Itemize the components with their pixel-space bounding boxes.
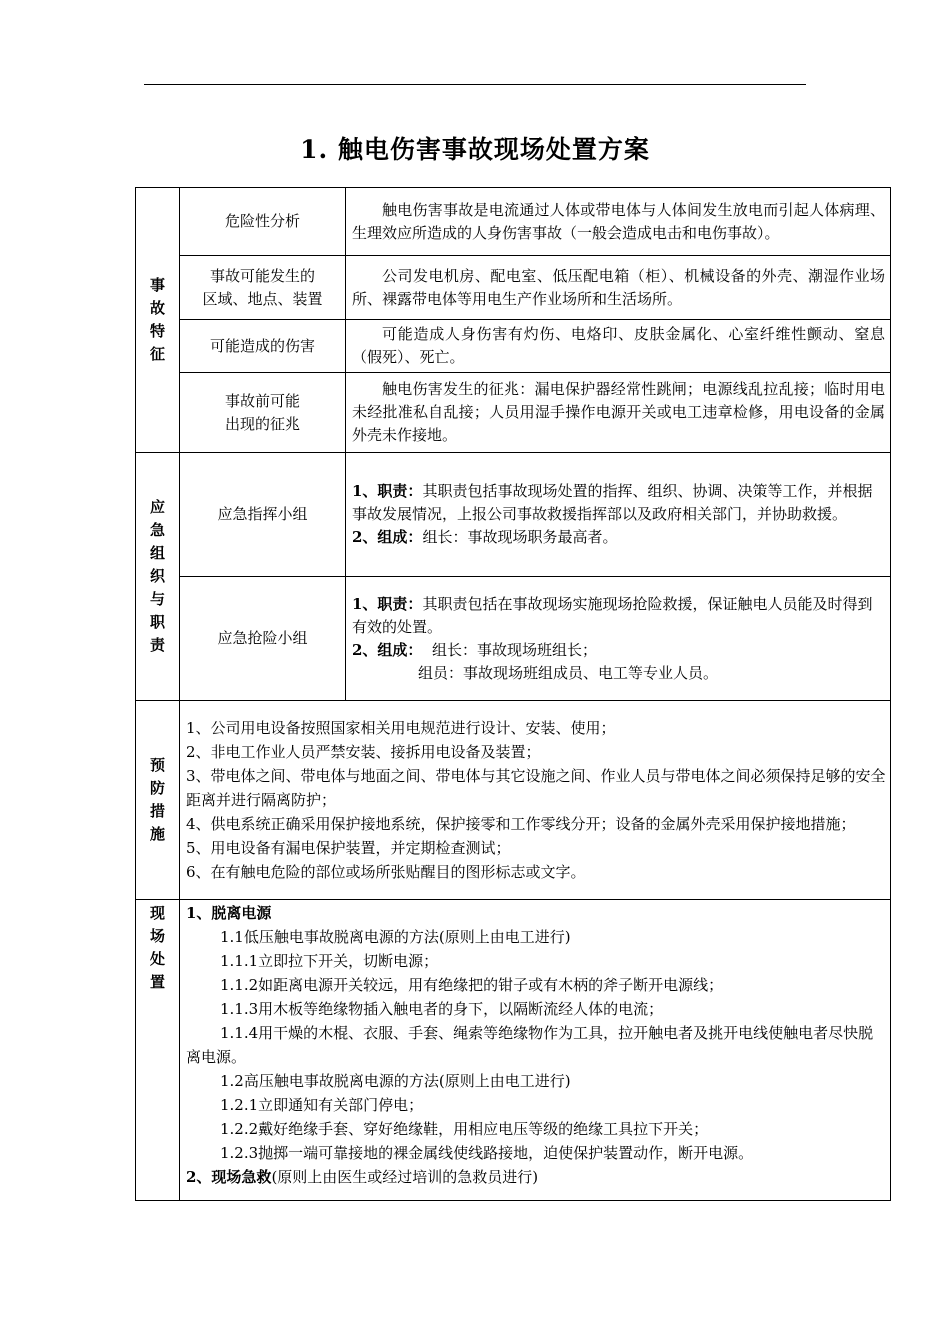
- procedure-step: 1.2高压触电事故脱离电源的方法(原则上由电工进行): [220, 1072, 571, 1090]
- procedure-heading-2: 2、现场急救(原则上由医生或经过培训的急救员进行): [186, 1168, 539, 1186]
- list-item: 3、带电体之间、带电体与地面之间、带电体与其它设施之间、作业人员与带电体之间必须保持足够的安全距离并进行隔离防护；: [186, 767, 886, 809]
- procedure-step: 1.2.1立即通知有关部门停电；: [220, 1096, 424, 1114]
- content-rescue-group: 1、职责：其职责包括在事故现场实施现场抢险救援，保证触电人员能及时得到有效的处置。 2、组成： 组长：事故现场班组长； 组员：事故现场班组成员、电工等专业人员。: [346, 577, 891, 701]
- list-item: 4、供电系统正确采用保护接地系统，保护接零和工作零线分开；设备的金属外壳采用保护接地措施；: [186, 815, 856, 833]
- label-warning-signs: 事故前可能 出现的征兆: [180, 373, 346, 453]
- document-title: 1. 触电伤害事故现场处置方案: [300, 135, 650, 164]
- prevention-measures-list: [180, 701, 891, 900]
- section-header-emergency-org: 应 急 组 织 与 职 责: [136, 453, 180, 701]
- list-item: 6、在有触电危险的部位或场所张贴醒目的图形标志或文字。: [186, 863, 586, 881]
- procedure-heading: 1、脱离电源: [186, 904, 272, 922]
- section-header-prevention: 预 防 措 施: [136, 701, 180, 900]
- content-warning-signs: 触电伤害发生的征兆：漏电保护器经常性跳闸；电源线乱拉乱接；临时用电未经批准私自乱接；人员用湿手操作电源开关或电工违章检修，用电设备的金属外壳未作接地。: [346, 373, 891, 453]
- header-rule: [144, 84, 806, 85]
- section-header-onsite: 现 场 处 置: [136, 900, 180, 1201]
- list-item: 5、用电设备有漏电保护装置，并定期检查测试；: [186, 839, 511, 857]
- emergency-plan-table: [135, 187, 891, 1201]
- procedure-step: 1.1.2如距离电源开关较远，用有绝缘把的钳子或有木柄的斧子断开电源线；: [220, 976, 724, 994]
- list-item: 2、非电工作业人员严禁安装、接拆用电设备及装置；: [186, 743, 541, 761]
- content-command-group: 1、职责：其职责包括事故现场处置的指挥、组织、协调、决策等工作，并根据事故发展情况，上报公司事故救援指挥部以及政府相关部门，并协助救援。 2、组成：组长：事故现场职务最高者。: [346, 453, 891, 577]
- label-command-group: 应急指挥小组: [180, 453, 346, 577]
- label-possible-injury: 可能造成的伤害: [180, 320, 346, 373]
- section-header-accident-features: 事 故 特 征: [136, 188, 180, 453]
- list-item: 1、公司用电设备按照国家相关用电规范进行设计、安装、使用；: [186, 719, 616, 737]
- content-risk-analysis: 触电伤害事故是电流通过人体或带电体与人体间发生放电而引起人体病理、生理效应所造成的人身伤害事故（一般会造成电击和电伤事故）。: [346, 188, 891, 256]
- label-rescue-group: 应急抢险小组: [180, 577, 346, 701]
- onsite-procedure-list: [180, 900, 891, 1201]
- procedure-step: 1.2.3抛掷一端可靠接地的裸金属线使线路接地，迫使保护装置动作，断开电源。: [220, 1144, 754, 1162]
- content-possible-injury: 可能造成人身伤害有灼伤、电烙印、皮肤金属化、心室纤维性颤动、窒息（假死）、死亡。: [346, 320, 891, 373]
- content-possible-area: 公司发电机房、配电室、低压配电箱（柜）、机械设备的外壳、潮湿作业场所、裸露带电体等用电生产作业场所和生活场所。: [346, 256, 891, 320]
- label-risk-analysis: 危险性分析: [180, 188, 346, 256]
- procedure-step: 1.1低压触电事故脱离电源的方法(原则上由电工进行): [220, 928, 571, 946]
- procedure-step: 1.1.3用木板等绝缘物插入触电者的身下，以隔断流经人体的电流；: [220, 1000, 664, 1018]
- procedure-step: 1.1.4用干燥的木棍、衣服、手套、绳索等绝缘物作为工具，拉开触电者及挑开电线使触电者尽快脱离电源。: [186, 1024, 874, 1066]
- label-possible-area: 事故可能发生的 区域、地点、装置: [180, 256, 346, 320]
- procedure-step: 1.1.1立即拉下开关，切断电源；: [220, 952, 439, 970]
- procedure-step: 1.2.2戴好绝缘手套、穿好绝缘鞋，用相应电压等级的绝缘工具拉下开关；: [220, 1120, 709, 1138]
